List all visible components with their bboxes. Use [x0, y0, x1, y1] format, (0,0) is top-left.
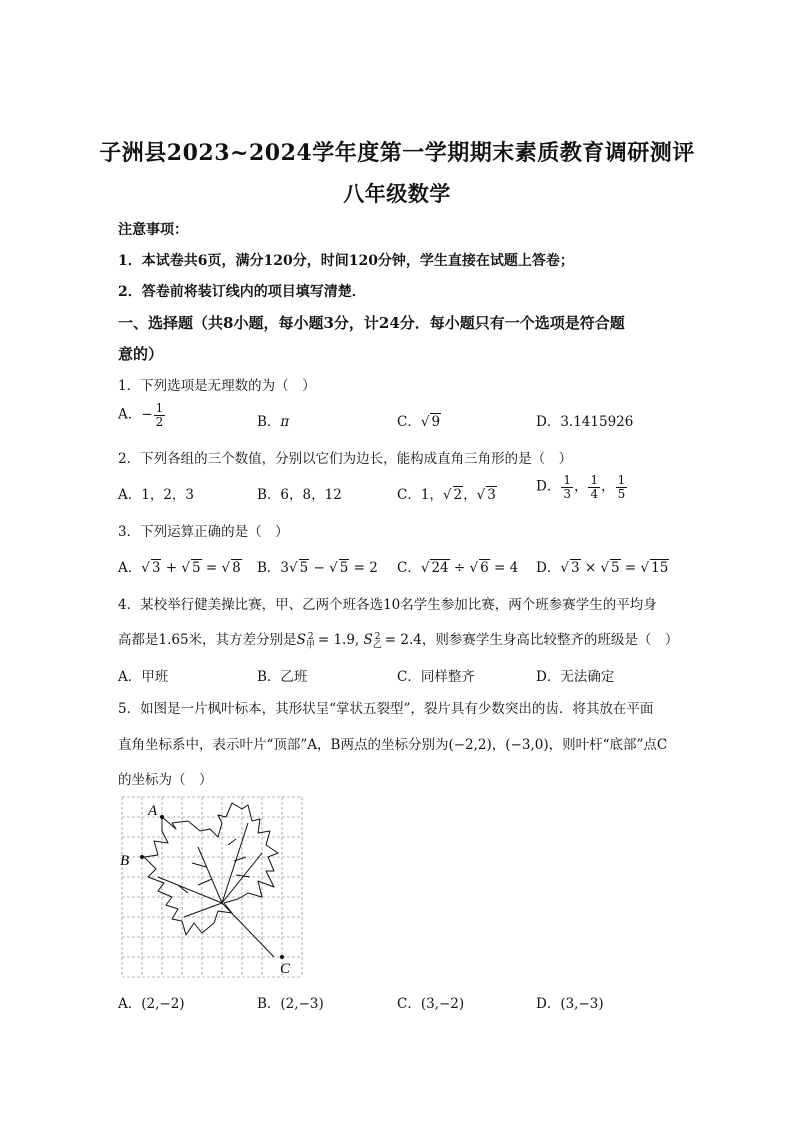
notes-heading: 注意事项：	[118, 222, 188, 238]
exam-title: 子洲县2023~2024学年度第一学期期末素质教育调研测评	[99, 140, 695, 166]
q3-option-c[interactable]: C．√ 24 ÷ √ 6 = 4	[397, 560, 519, 576]
question-5-line-1: 5．如图是一片枫叶标本，其形状呈“掌状五裂型”，裂片具有少数突出的齿．将其放在平面	[118, 701, 654, 717]
question-1-stem: 1．下列选项是无理数的为（ ）	[118, 378, 316, 394]
maple-leaf-figure	[118, 793, 308, 983]
q1-option-a[interactable]: A．− $\frac{1}{2}$	[118, 401, 164, 429]
q4-option-a[interactable]: A．甲班	[118, 669, 169, 685]
q2-option-d[interactable]: D． $\frac{1}{3}$ ， $\frac{1}{4}$ ， $\frac{1}{5}$	[536, 473, 626, 501]
q3-option-d[interactable]: D．√ 3 × √ 5 = √ 15	[536, 560, 669, 576]
grid	[122, 797, 302, 977]
section-heading-cont: 意的）	[118, 345, 164, 363]
point-c	[280, 955, 284, 959]
q4-option-d[interactable]: D．无法确定	[536, 669, 615, 685]
notes-item-1: 1．本试卷共6页，满分120分，时间120分钟，学生直接在试题上答卷；	[118, 253, 574, 269]
question-3-stem: 3．下列运算正确的是（ ）	[118, 524, 289, 540]
q5-option-b[interactable]: B．(2,−3)	[257, 996, 324, 1012]
exam-subtitle: 八年级数学	[343, 181, 451, 206]
q5-option-c[interactable]: C．(3,−2)	[397, 996, 465, 1012]
label-a: A	[148, 803, 158, 819]
leaf-outline	[144, 803, 278, 957]
q1-option-c[interactable]: C．√ 9	[397, 414, 441, 430]
q2-option-b[interactable]: B．6，8，12	[257, 487, 342, 503]
question-4-line-1: 4．某校举行健美操比赛，甲、乙两个班各选10名学生参加比赛，两个班参赛学生的平均身	[118, 597, 657, 613]
question-4-line-2: 高都是1.65米，其方差分别是$S_甲^2 = 1.9$, $S_乙^2 = 2.4$，则参赛学生身高比较整齐的班级是（ ）	[118, 631, 679, 651]
q1-option-d[interactable]: D．3.1415926	[536, 414, 634, 430]
question-2-stem: 2．下列各组的三个数值，分别以它们为边长，能构成直角三角形的是（ ）	[118, 451, 573, 467]
q3-option-a[interactable]: A．√ 3 + √ 5 = √ 8	[118, 560, 241, 576]
section-heading: 一、选择题（共8小题，每小题3分，计24分．每小题只有一个选项是符合题	[118, 314, 625, 332]
label-c: C	[280, 961, 291, 977]
sqrt-symbol: √ 9	[420, 414, 441, 430]
fraction: $\frac{1}{2}$	[155, 401, 164, 429]
q1-option-b[interactable]: B．π	[257, 414, 290, 430]
q3-option-b[interactable]: B．3√ 5 − √ 5 = 2	[257, 560, 378, 576]
point-b	[140, 855, 144, 859]
question-5-line-2: 直角坐标系中，表示叶片“顶部”A，B两点的坐标分别为(−2,2)，(−3,0)，则叶杆“底部”点C	[118, 737, 668, 753]
question-5-line-3: 的坐标为（ ）	[118, 772, 213, 788]
point-a	[160, 815, 164, 819]
q4-option-b[interactable]: B．乙班	[257, 669, 308, 685]
q5-option-a[interactable]: A．(2,−2)	[118, 996, 185, 1012]
notes-item-2: 2．答卷前将装订线内的项目填写清楚．	[118, 284, 366, 300]
q2-option-c[interactable]: C．1，√ 2，√ 3	[397, 487, 496, 503]
q2-option-a[interactable]: A．1，2，3	[118, 487, 195, 503]
q5-option-d[interactable]: D．(3,−3)	[536, 996, 604, 1012]
q4-option-c[interactable]: C．同样整齐	[397, 669, 475, 685]
label-b: B	[120, 853, 130, 869]
